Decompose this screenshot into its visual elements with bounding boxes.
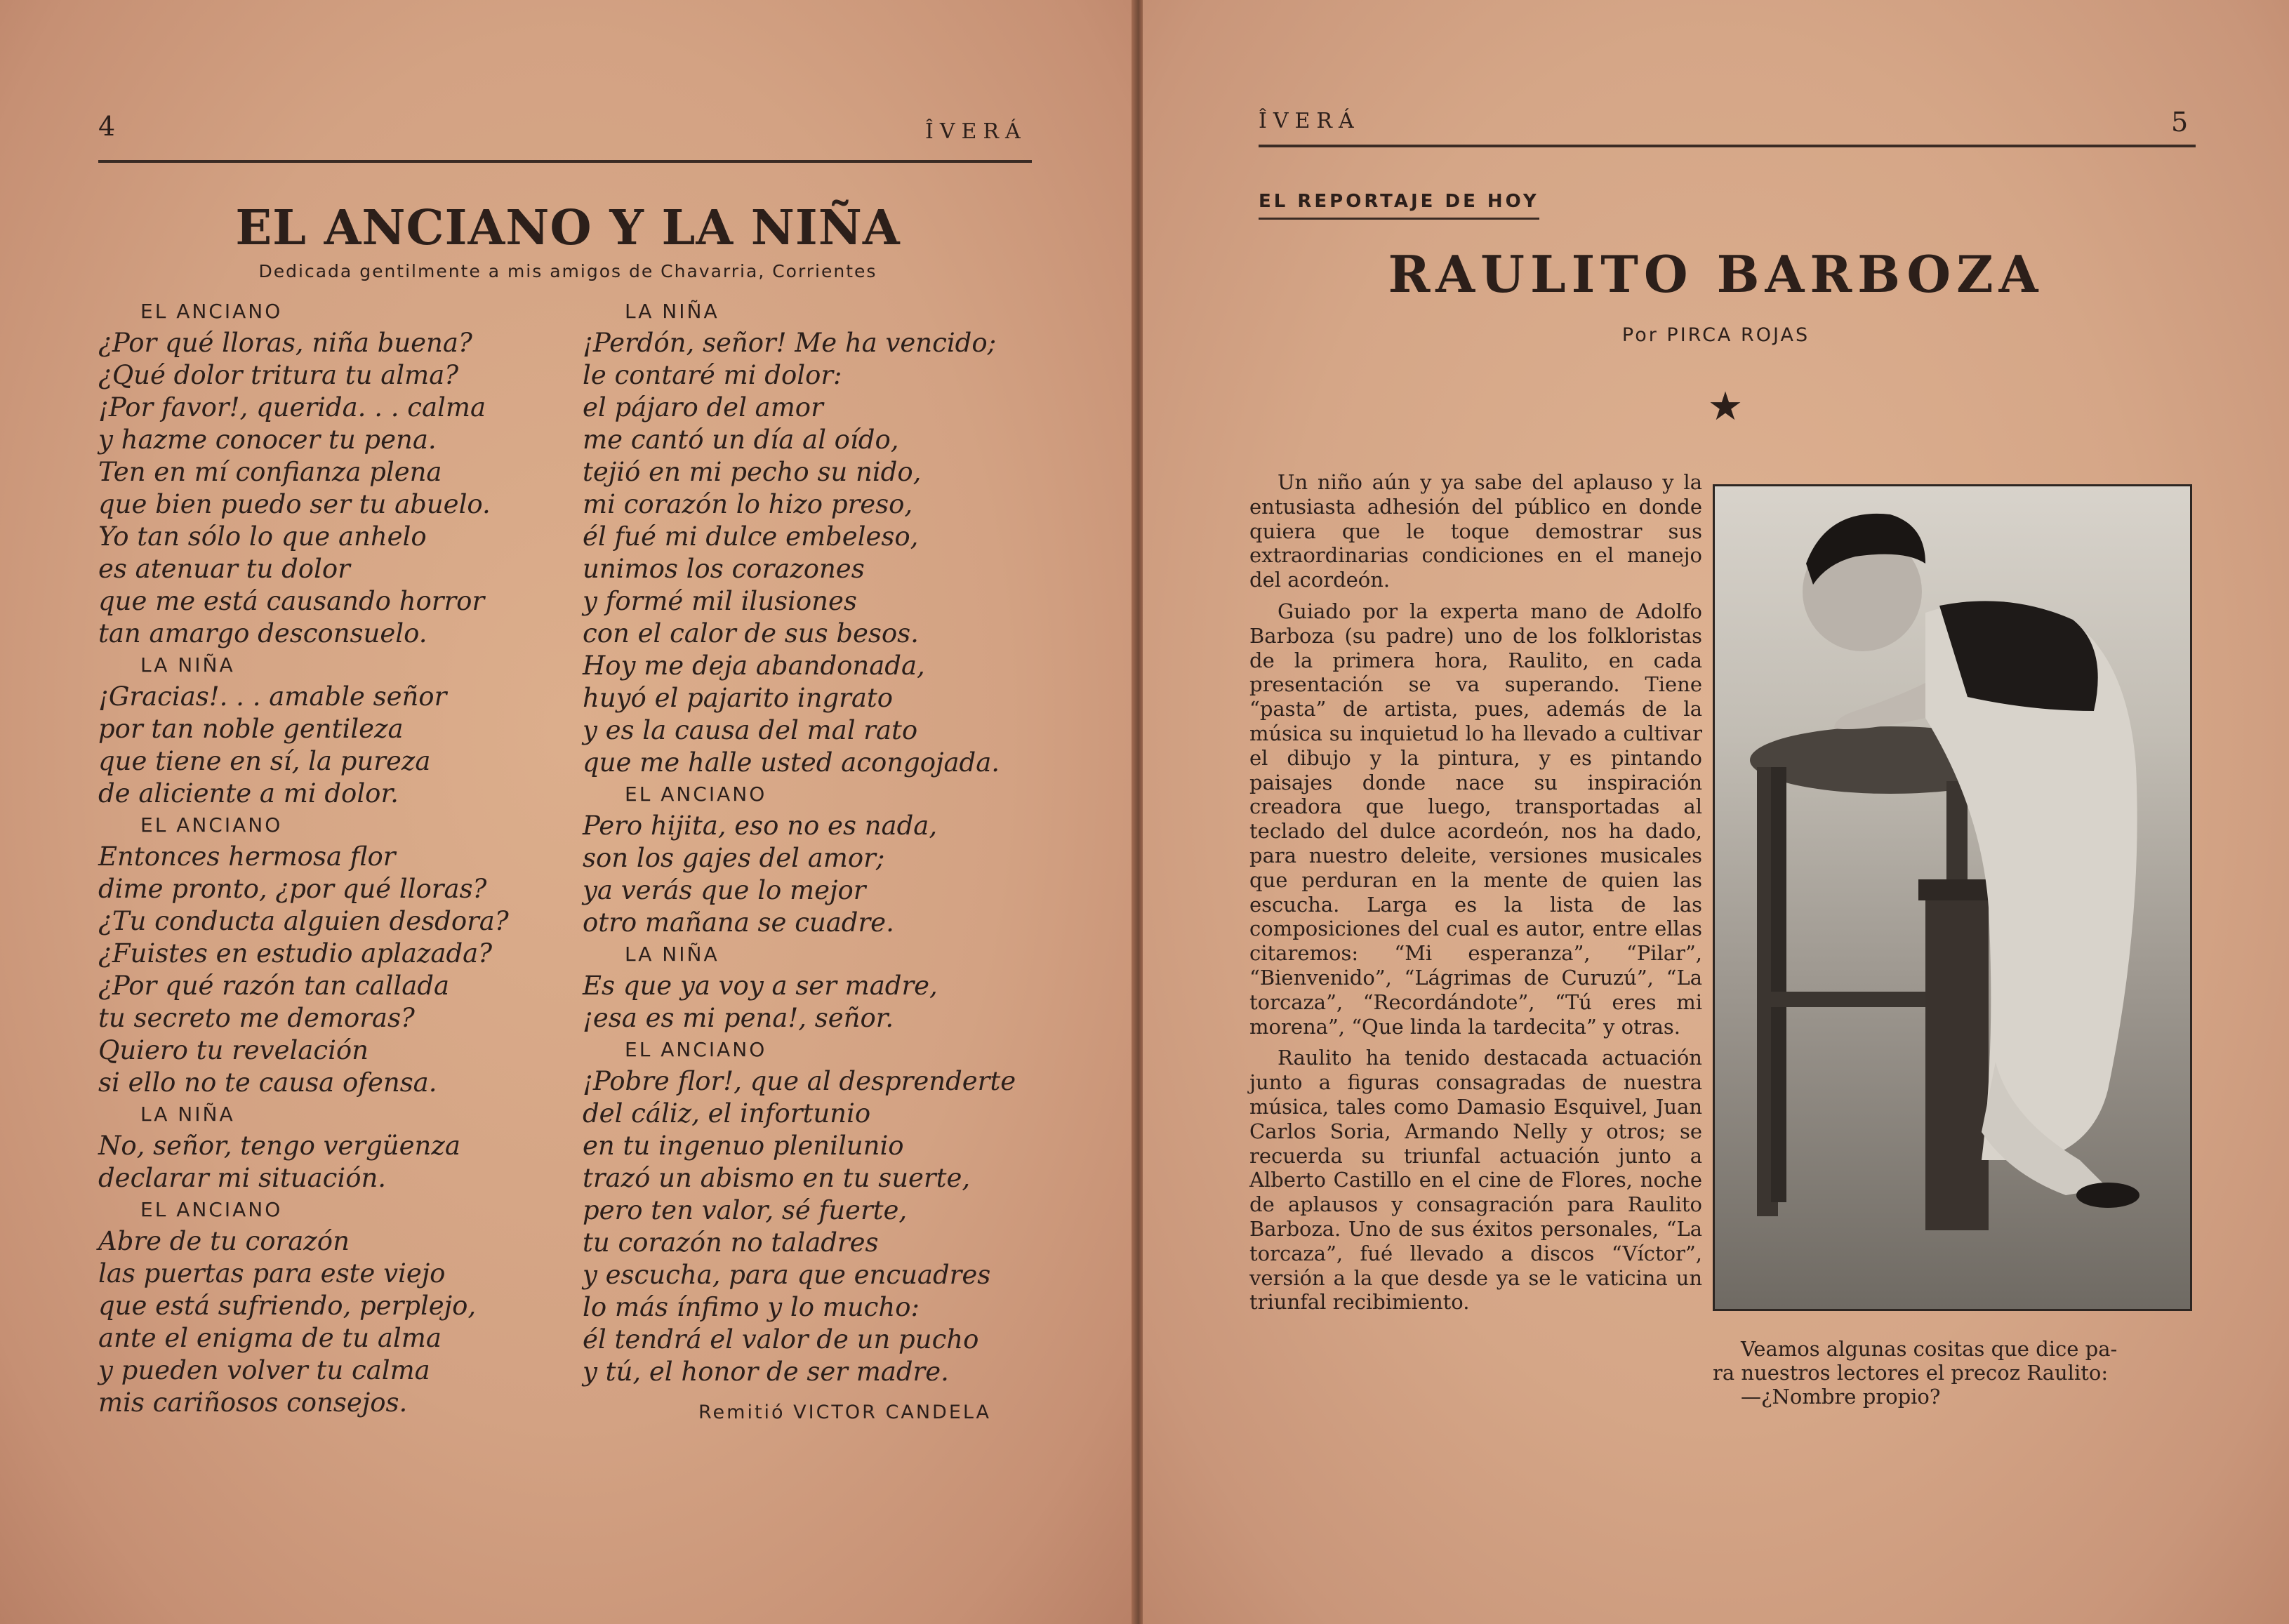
verse-line: y pueden volver tu calma [98, 1355, 430, 1385]
verse-line: de aliciente a mi dolor. [98, 778, 399, 808]
verse-line: en tu ingenuo plenilunio [583, 1131, 904, 1161]
speaker-label: LA NIÑA [140, 653, 235, 677]
verse-line: No, señor, tengo vergüenza [98, 1131, 460, 1161]
verse-line: ¡Por favor!, querida. . . calma [98, 392, 486, 422]
speaker-label: EL ANCIANO [625, 783, 767, 806]
poem-column-1 [98, 296, 590, 1419]
header-rule [1259, 145, 2196, 147]
verse-line: que me halle usted acongojada. [583, 747, 1000, 778]
verse-line: ¿Por qué lloras, niña buena? [98, 328, 472, 358]
verse-line: tan amargo desconsuelo. [98, 618, 427, 648]
photo-caption [1713, 1337, 2190, 1409]
verse-line: y tú, el honor de ser madre. [583, 1357, 949, 1387]
caption-line: Veamos algunas cositas que dice pa- [1741, 1337, 2118, 1361]
verse-line: tejió en mi pecho su nido, [583, 457, 922, 487]
verse-line: que me está causando horror [98, 586, 485, 616]
verse-line: ¿Qué dolor tritura tu alma? [98, 360, 459, 390]
poem-column-2 [583, 296, 1074, 1388]
verse-line: con el calor de sus besos. [583, 618, 919, 648]
star-icon: ★ [1707, 384, 1744, 430]
verse-line: mis cariñosos consejos. [98, 1387, 408, 1418]
speaker-label: LA NIÑA [140, 1103, 235, 1126]
verse-line: tu corazón no taladres [583, 1227, 879, 1258]
verse-line: Quiero tu revelación [98, 1035, 369, 1065]
photo-illustration [1715, 486, 2190, 1309]
article-paragraph: Un niño aún y ya sabe del aplauso y la entusiasta adhesión del público en donde quiera que le toque demostrar sus extraordinarias condiciones en el manejo del acordeón. [1249, 470, 1702, 592]
verse-line: el pájaro del amor [583, 392, 823, 422]
verse-line: Ten en mí confianza plena [98, 457, 442, 487]
magazine-name: ÎVERÁ [1259, 109, 1360, 133]
left-page [0, 0, 1136, 1624]
verse-line: ¡Pobre flor!, que al desprenderte [583, 1066, 1016, 1096]
speaker-label: EL ANCIANO [140, 300, 283, 323]
verse-line: que tiene en sí, la pureza [98, 746, 431, 776]
verse-line: y hazme conocer tu pena. [98, 425, 437, 455]
speaker-label: LA NIÑA [625, 943, 719, 966]
photo-raulito-drawing [1713, 484, 2192, 1311]
verse-line: pero ten valor, sé fuerte, [583, 1195, 908, 1225]
verse-line: me cantó un día al oído, [583, 425, 899, 455]
page-number: 4 [98, 111, 116, 142]
header-rule [98, 160, 1032, 163]
verse-line: ¡esa es mi pena!, señor. [583, 1003, 894, 1033]
article-body [1249, 470, 1702, 1322]
verse-line: del cáliz, el infortunio [583, 1098, 871, 1129]
verse-line: Es que ya voy a ser madre, [583, 971, 938, 1001]
dedication: Dedicada gentilmente a mis amigos de Chavarria, Corrientes [258, 261, 877, 281]
article-paragraph: Raulito ha tenido destacada actuación junto a figuras consagradas de nuestra música, tales como Damasio Esquivel, Juan Carlos Soria, Armando Nelly y otros; se recuerda su triunfal actuación junto a Alberto Castillo en el cine de Flores, noche de aplausos y consagración para Raulito Barboza. Uno de sus éxitos personales, “La torcaza”, fué llevado a discos “Víctor”, versión a la que desde ya se le vaticina un triunfal recibimiento. [1249, 1046, 1702, 1314]
verse-line: ¡Gracias!. . . amable señor [98, 681, 447, 712]
verse-line: por tan noble gentileza [98, 714, 404, 744]
verse-line: ante el enigma de tu alma [98, 1323, 442, 1353]
verse-line: dime pronto, ¿por qué lloras? [98, 874, 487, 904]
speaker-label: LA NIÑA [625, 300, 719, 323]
verse-line: tu secreto me demoras? [98, 1003, 415, 1033]
verse-line: ¿Tu conducta alguien desdora? [98, 906, 509, 936]
byline: Remitió VICTOR CANDELA [698, 1402, 992, 1423]
verse-line: que bien puedo ser tu abuelo. [98, 489, 491, 519]
magazine-name: ÎVERÁ [925, 119, 1027, 144]
section-label: EL REPORTAJE DE HOY [1259, 191, 1539, 220]
verse-line: le contaré mi dolor: [583, 360, 842, 390]
verse-line: Yo tan sólo lo que anhelo [98, 521, 427, 552]
verse-line: si ello no te causa ofensa. [98, 1067, 437, 1098]
verse-line: ya verás que lo mejor [583, 875, 866, 905]
verse-line: Abre de tu corazón [98, 1226, 350, 1256]
article-title: RAULITO BARBOZA [1388, 244, 2044, 304]
verse-line: lo más ínfimo y lo mucho: [583, 1292, 920, 1322]
verse-line: unimos los corazones [583, 554, 865, 584]
verse-line: y formé mil ilusiones [583, 586, 857, 616]
speaker-label: EL ANCIANO [140, 1198, 283, 1221]
verse-line: declarar mi situación. [98, 1163, 387, 1193]
verse-line: ¡Perdón, señor! Me ha vencido; [583, 328, 997, 358]
right-page [1143, 0, 2289, 1624]
verse-line: las puertas para este viejo [98, 1258, 446, 1289]
verse-line: él fué mi dulce embeleso, [583, 521, 919, 552]
verse-line: huyó el pajarito ingrato [583, 683, 894, 713]
speaker-label: EL ANCIANO [625, 1038, 767, 1061]
verse-line: Entonces hermosa flor [98, 841, 396, 872]
verse-line: él tendrá el valor de un pucho [583, 1324, 979, 1355]
verse-line: son los gajes del amor; [583, 843, 885, 873]
verse-line: trazó un abismo en tu suerte, [583, 1163, 971, 1193]
verse-line: otro mañana se cuadre. [583, 907, 894, 938]
verse-line: y es la causa del mal rato [583, 715, 918, 745]
caption-line: ra nuestros lectores el precoz Raulito: [1713, 1361, 2109, 1385]
verse-line: ¿Fuistes en estudio aplazada? [98, 938, 493, 969]
page-number: 5 [2171, 107, 2189, 138]
verse-line: ¿Por qué razón tan callada [98, 971, 450, 1001]
article-paragraph: Guiado por la experta mano de Adolfo Barboza (su padre) uno de los folkloristas de la primera hora, Raulito, en cada presentación se va superando. Tiene “pasta” de artista, pues, además de la música su inquietud lo ha llevado a cultivar el dibujo y la pintura, y es pintando paisajes donde nace su inspiración creadora que luego, transportadas al teclado del dulce acordeón, nos ha dado, para nuestro deleite, versiones musicales que perduran en la mente de quien las escucha. Larga es la lista de las composiciones del cual es autor, entre ellas citaremos: “Mi esperanza”, “Pilar”, “Bienvenido”, “Lágrimas de Curuzú”, “La torcaza”, “Recordándote”, “Tú eres mi morena”, “Que linda la tardecita” y otras. [1249, 599, 1702, 1039]
verse-line: y escucha, para que encuadres [583, 1260, 991, 1290]
article-author: Por PIRCA ROJAS [1621, 324, 1810, 346]
verse-line: Pero hijita, eso no es nada, [583, 811, 938, 841]
speaker-label: EL ANCIANO [140, 813, 283, 837]
verse-line: Hoy me deja abandonada, [583, 651, 925, 681]
caption-line: —¿Nombre propio? [1741, 1385, 1941, 1409]
verse-line: que está sufriendo, perplejo, [98, 1291, 477, 1321]
poem-title: EL ANCIANO Y LA NIÑA [235, 200, 901, 256]
verse-line: es atenuar tu dolor [98, 554, 350, 584]
verse-line: mi corazón lo hizo preso, [583, 489, 913, 519]
